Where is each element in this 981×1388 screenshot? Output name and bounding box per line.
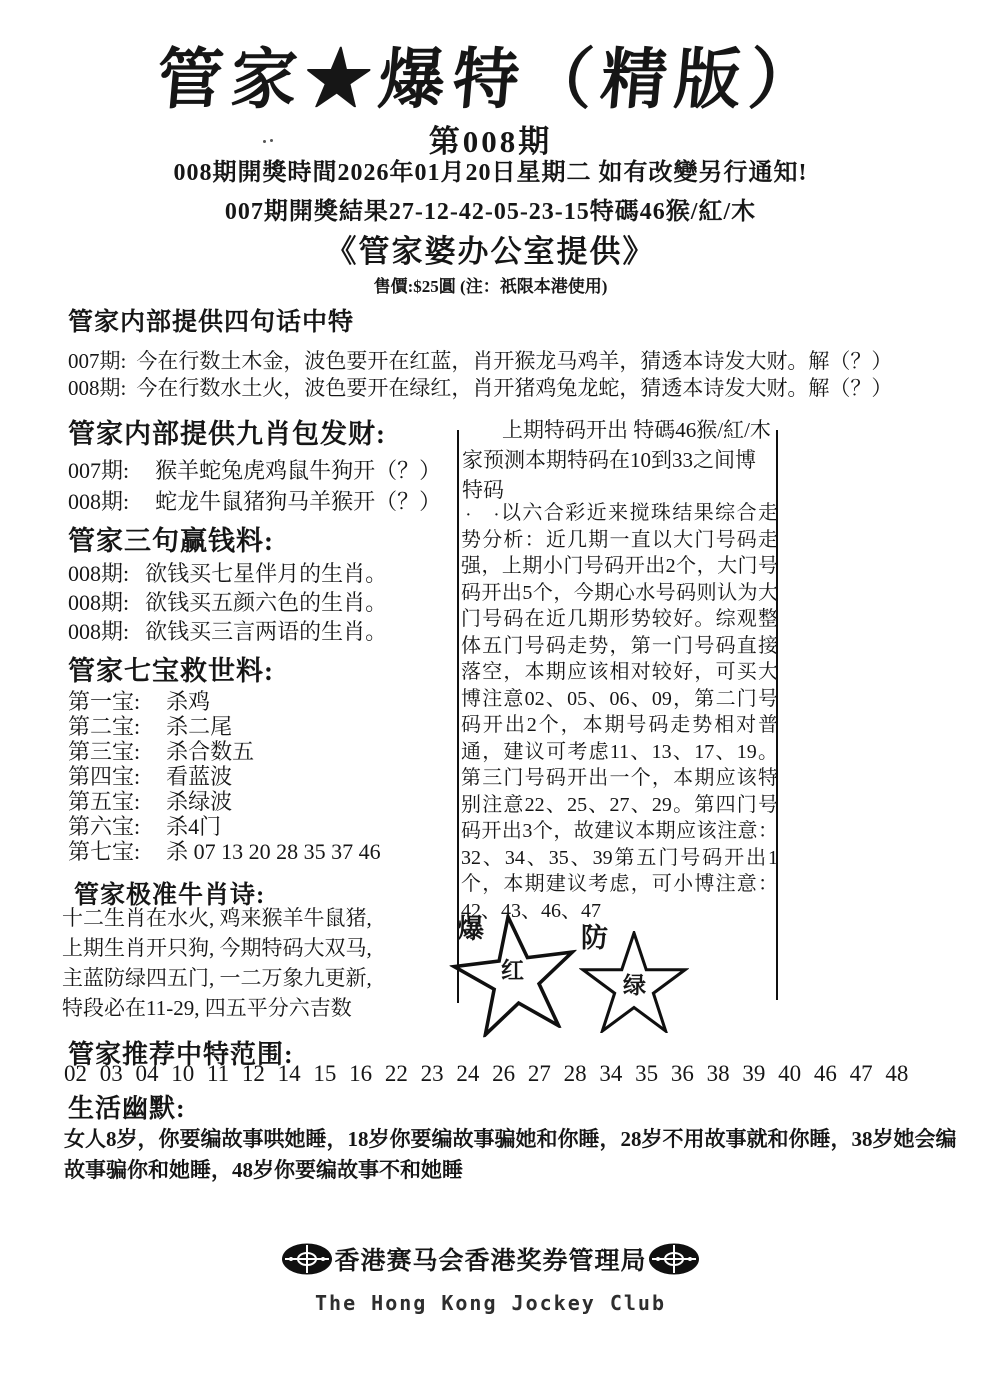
- seven-treasure-row: [68, 789, 381, 814]
- row-text: 今在行数水土火，波色要开在绿红，肖开猪鸡兔龙蛇，猜透本诗发大财。解（？）: [136, 376, 893, 400]
- issue-label: 008期:: [68, 561, 130, 586]
- four-sentence-row: [68, 375, 892, 402]
- seven-treasure-row: [68, 839, 381, 864]
- issue-number: 第008期: [428, 124, 553, 159]
- recommend-heading: 管家推荐中特范围:: [68, 1040, 294, 1069]
- issue-label: 007期:: [68, 349, 127, 373]
- guard-green-star: [571, 914, 703, 1046]
- price-note: 售價:$25圓 (注：祇限本港使用): [373, 277, 608, 296]
- row-text: 杀合数五: [166, 739, 255, 764]
- poem-line: 特段必在11-29, 四五平分六吉数: [62, 996, 352, 1020]
- seven-treasure-heading: 管家七宝救世料:: [68, 656, 274, 686]
- poem-line: 上期生肖开只狗, 今期特码大双马,: [62, 936, 372, 960]
- row-text: 杀鸡: [166, 689, 211, 714]
- hkjc-logo-right-icon: [648, 1242, 700, 1276]
- treasure-label: 第三宝:: [68, 739, 141, 764]
- poem-line: 十二生肖在水火, 鸡来猴羊牛鼠猪,: [62, 906, 372, 930]
- scan-noise-dots: [263, 140, 266, 143]
- row-text: 今在行数土木金，波色要开在红蓝，肖开猴龙马鸡羊，猜透本诗发大财。解（？）: [136, 349, 893, 373]
- humor-heading: 生活幽默:: [68, 1094, 186, 1123]
- nine-zodiac-heading: 管家内部提供九肖包发财:: [68, 419, 386, 449]
- seven-treasure-row: [68, 764, 381, 789]
- seven-treasure-row: [68, 739, 381, 764]
- star-outer-label: 防: [581, 923, 608, 953]
- analysis-paragraph: 以六合彩近来搅珠结果综合走势分析：近几期一直以大门号码走强，上期小门号码开出2个，大门号码开出5个，今期心水号码则认为大门号码在近几期形势较好。综观整体五门号码走势，第一门号码直接落空，本期应该相对较好，可买大博注意02、05、06、09，第二门号码开出2个，本期号码走势相对普通，建议可考虑11、13、17、19。第三门号码开出一个，本期应该特别注意22、25、27、29。第四门号码开出3个，故建议本期应该注意：32、34、35、39第五门号码开出1个，本期建议考虑，可小博注意：42、43、46、47: [461, 502, 778, 922]
- row-text: 猴羊蛇兔虎鸡鼠牛狗开（？）: [155, 458, 442, 483]
- analysis-intro-line: 上期特码开出 特碼46猴/紅/木: [502, 418, 771, 442]
- analysis-dots: · ·: [466, 508, 509, 523]
- row-text: 杀4门: [166, 814, 222, 839]
- analysis-intro-line: 家预测本期特码在10到33之间博特码: [462, 448, 756, 502]
- treasure-label: 第二宝:: [68, 714, 141, 739]
- seven-treasure-row: [68, 689, 381, 714]
- four-sentence-row: [68, 348, 892, 375]
- footer-org-row: [0, 1241, 981, 1277]
- three-win-row: [68, 617, 387, 646]
- row-text: 蛇龙牛鼠猪狗马羊猴开（？）: [155, 489, 442, 514]
- star-outer-label: 爆: [457, 914, 484, 944]
- issue-label: 008期:: [68, 590, 130, 615]
- zodiac-poem: [62, 903, 372, 1023]
- seven-treasure-rows: [68, 689, 381, 864]
- issue-label: 008期:: [68, 489, 130, 514]
- hkjc-logo-left-icon: [281, 1242, 333, 1276]
- recommend-numbers: 02 03 04 10 11 12 14 15 16 22 23 24 26 27 28 34 35 36 38 39 40 46 47 48: [64, 1061, 909, 1086]
- row-text: 欲钱买七星伴月的生肖。: [145, 561, 388, 586]
- draw-time-line: 008期開獎時間2026年01月20日星期二 如有改變另行通知!: [173, 160, 808, 186]
- four-sentence-heading: 管家内部提供四句话中特: [68, 309, 355, 336]
- treasure-label: 第六宝:: [68, 814, 141, 839]
- issue-label: 008期:: [68, 376, 127, 400]
- page-title: 管家★爆特（精版）: [153, 44, 827, 117]
- zodiac-poem-heading: 管家极准牛肖诗:: [74, 882, 266, 909]
- row-text: 欲钱买三言两语的生肖。: [145, 619, 388, 644]
- row-text: 杀 07 13 20 28 35 37 46: [166, 839, 381, 864]
- footer-org-cn: 香港赛马会香港奖券管理局: [334, 1248, 647, 1275]
- three-win-row: [68, 588, 387, 617]
- nine-zodiac-row: [68, 486, 441, 517]
- issue-label: 007期:: [68, 458, 130, 483]
- issue-label: 008期:: [68, 619, 130, 644]
- humor-text: 女人8岁，你要编故事哄她睡，18岁你要编故事骗她和你睡，28岁不用故事就和你睡，38岁她会编故事骗你和她睡，48岁你要编故事不和她睡: [64, 1127, 957, 1182]
- star-inner-label: 绿: [623, 973, 646, 998]
- treasure-label: 第一宝:: [68, 689, 141, 714]
- three-win-heading: 管家三句赢钱料:: [68, 526, 274, 556]
- star-inner-label: 红: [501, 958, 524, 983]
- nine-zodiac-row: [68, 455, 441, 486]
- explode-red-star: [451, 901, 583, 1033]
- three-win-row: [68, 559, 387, 588]
- row-text: 杀绿波: [166, 789, 233, 814]
- treasure-label: 第四宝:: [68, 764, 141, 789]
- row-text: 欲钱买五颜六色的生肖。: [145, 590, 388, 615]
- row-text: 杀二尾: [166, 714, 233, 739]
- seven-treasure-row: [68, 814, 381, 839]
- treasure-label: 第七宝:: [68, 839, 141, 864]
- nine-zodiac-rows: [68, 455, 441, 517]
- provider-title: 《管家婆办公室提供》: [325, 234, 656, 269]
- treasure-label: 第五宝:: [68, 789, 141, 814]
- last-result-line: 007期開獎結果27-12-42-05-23-15特碼46猴/紅/木: [224, 199, 757, 225]
- row-text: 看蓝波: [166, 764, 233, 789]
- four-sentence-rows: [68, 348, 892, 402]
- seven-treasure-row: [68, 714, 381, 739]
- poem-line: 主蓝防绿四五门, 一二万象九更新,: [62, 966, 372, 990]
- footer-org-en: The Hong Kong Jockey Club: [314, 1291, 667, 1315]
- three-win-rows: [68, 559, 387, 646]
